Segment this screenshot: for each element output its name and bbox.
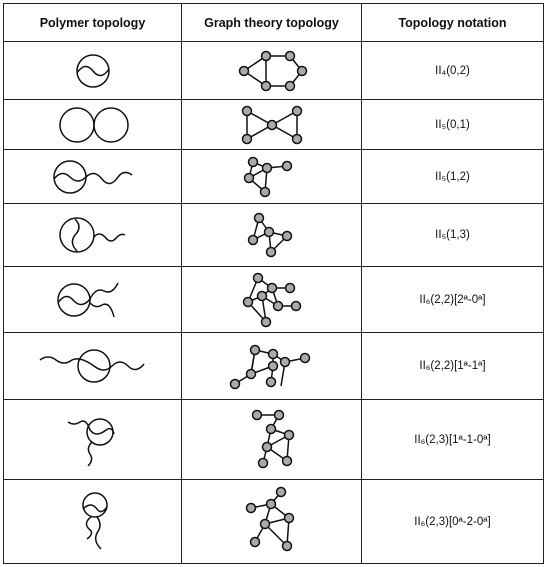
table-row bbox=[4, 150, 544, 204]
polymer-diagram bbox=[38, 344, 148, 388]
polymer-diagram bbox=[53, 213, 133, 257]
polymer-diagram-cell bbox=[4, 400, 182, 480]
graph-diagram bbox=[227, 338, 317, 394]
polymer-diagram-cell bbox=[4, 333, 182, 400]
table-row bbox=[4, 100, 544, 150]
graph-diagram bbox=[237, 484, 307, 560]
graph-diagram-cell bbox=[182, 100, 362, 150]
notation-cell: II₅(1,3) bbox=[362, 204, 544, 267]
polymer-diagram bbox=[58, 408, 128, 472]
table-row bbox=[4, 333, 544, 400]
notation-cell: II₆(2,3)[0ª-2-0ª] bbox=[362, 480, 544, 564]
graph-diagram bbox=[237, 154, 307, 200]
notation-cell: II₅(1,2) bbox=[362, 150, 544, 204]
graph-diagram bbox=[237, 405, 307, 475]
notation-cell: II₅(0,1) bbox=[362, 100, 544, 150]
graph-diagram-cell bbox=[182, 42, 362, 100]
table-row bbox=[4, 204, 544, 267]
polymer-diagram-cell bbox=[4, 100, 182, 150]
notation-cell: II₄(0,2) bbox=[362, 42, 544, 100]
polymer-diagram-cell bbox=[4, 267, 182, 333]
polymer-diagram bbox=[48, 157, 138, 197]
notation-cell: II₆(2,2)[1ª-1ª] bbox=[362, 333, 544, 400]
polymer-diagram-cell bbox=[4, 42, 182, 100]
polymer-diagram-cell bbox=[4, 480, 182, 564]
header-row bbox=[4, 4, 544, 42]
graph-diagram bbox=[237, 103, 307, 147]
header-graph-theory-topology: Graph theory topology bbox=[182, 4, 362, 42]
graph-diagram bbox=[237, 210, 307, 260]
polymer-diagram bbox=[63, 487, 123, 557]
header-topology-notation: Topology notation bbox=[362, 4, 544, 42]
table-row bbox=[4, 400, 544, 480]
table-row bbox=[4, 42, 544, 100]
graph-diagram-cell bbox=[182, 150, 362, 204]
table-row bbox=[4, 267, 544, 333]
polymer-diagram-cell bbox=[4, 150, 182, 204]
graph-diagram-cell bbox=[182, 267, 362, 333]
topology-table bbox=[3, 3, 544, 564]
graph-diagram-cell bbox=[182, 400, 362, 480]
graph-diagram-cell bbox=[182, 204, 362, 267]
graph-diagram bbox=[232, 270, 312, 330]
notation-cell: II₆(2,2)[2ª-0ª] bbox=[362, 267, 544, 333]
polymer-diagram bbox=[53, 105, 133, 145]
graph-diagram-cell bbox=[182, 333, 362, 400]
graph-diagram-cell bbox=[182, 480, 362, 564]
table-row bbox=[4, 480, 544, 564]
polymer-diagram-cell bbox=[4, 204, 182, 267]
graph-diagram bbox=[232, 46, 312, 96]
polymer-diagram bbox=[63, 51, 123, 91]
header-polymer-topology: Polymer topology bbox=[4, 4, 182, 42]
notation-cell: II₆(2,3)[1ª-1-0ª] bbox=[362, 400, 544, 480]
polymer-diagram bbox=[48, 273, 138, 327]
